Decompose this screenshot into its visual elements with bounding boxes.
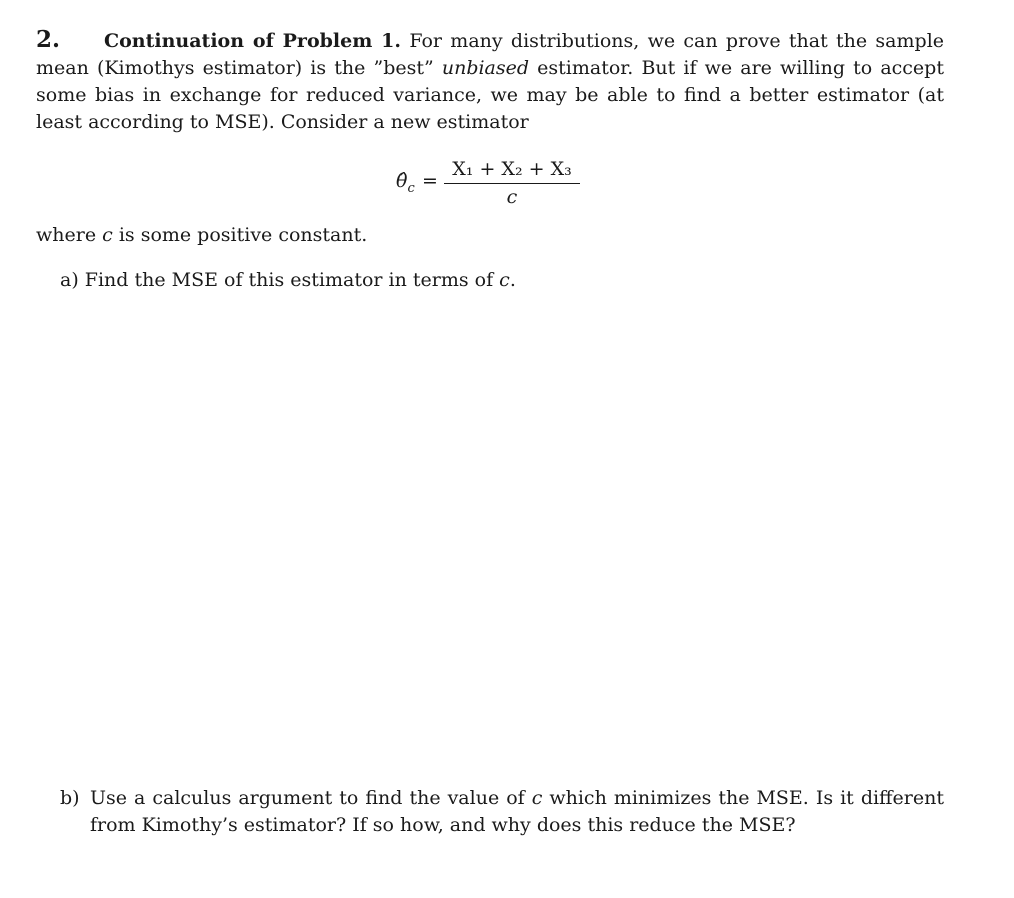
question-b-label: b) [60, 787, 80, 809]
intro-text-2: estimator. But if we are willing to accept some bias in exchange for reduced variance, we may be able to find a better estimator (at least according to MSE). Consider a new estimator [36, 57, 944, 133]
equation-denominator: c [506, 186, 518, 208]
equation-lhs-subscript: c [407, 180, 415, 196]
where-variable: c [102, 224, 113, 246]
question-b-variable: c [531, 787, 543, 809]
question-a-variable: c [499, 269, 510, 291]
problem-paragraph [36, 26, 944, 136]
equation-numerator: X₁ + X₂ + X₃ [452, 158, 572, 180]
problem-statement [36, 26, 944, 136]
intro-italic-word: unbiased [441, 57, 530, 79]
question-b-text: Use a calculus argument to find the value of c which minimizes the MSE. Is it different from Kimothy’s estimator? If so how, and why does this reduce the MSE? [90, 787, 945, 836]
question-b [60, 785, 944, 839]
question-a: a) Find the MSE of this estimator in terms of c. [60, 269, 516, 291]
estimator-equation [396, 158, 586, 212]
question-a-label: a) [60, 269, 79, 291]
where-clause: where c is some positive constant. [36, 224, 368, 246]
problem-heading: Continuation of Problem 1. [104, 30, 402, 52]
question-a-text: Find the MSE of this estimator in terms of [84, 269, 494, 291]
problem-number: 2. [36, 26, 61, 53]
equals-sign: = [422, 170, 438, 192]
intro-text-1: For many distributions, we can prove that the sample mean (Kimothys estimator) is the ”best” [36, 30, 945, 79]
equation-lhs: $\thetâ_c$ [396, 170, 415, 196]
fraction-bar [444, 183, 580, 184]
